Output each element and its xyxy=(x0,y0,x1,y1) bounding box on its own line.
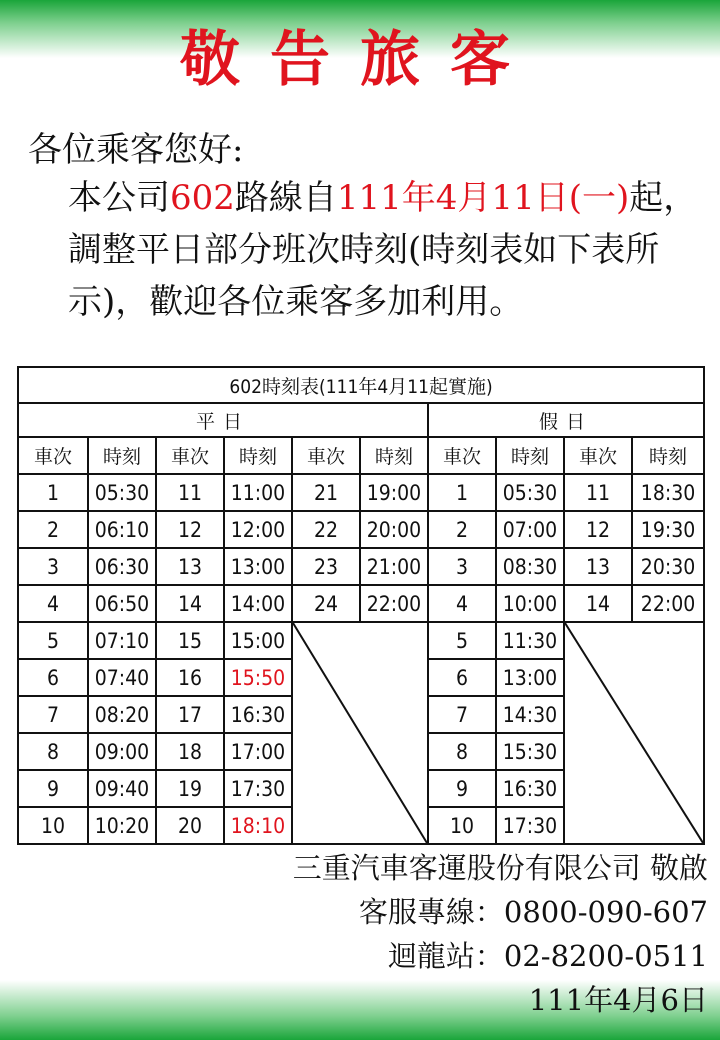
departure-time: 11:30 xyxy=(496,622,564,659)
run-number: 11 xyxy=(564,474,632,511)
departure-time: 14:30 xyxy=(496,696,564,733)
departure-time: 10:20 xyxy=(88,807,156,844)
table-row xyxy=(18,622,704,659)
table-row xyxy=(18,474,704,511)
notice-text-2: 路線自 xyxy=(234,178,337,218)
table-row xyxy=(18,585,704,622)
departure-time: 06:30 xyxy=(88,548,156,585)
run-number: 4 xyxy=(18,585,88,622)
table-row xyxy=(18,511,704,548)
run-number: 24 xyxy=(292,585,360,622)
departure-time: 05:30 xyxy=(88,474,156,511)
departure-time: 20:30 xyxy=(632,548,704,585)
departure-time: 15:50 xyxy=(224,659,292,696)
departure-time: 15:00 xyxy=(224,622,292,659)
run-number: 8 xyxy=(428,733,496,770)
notice-date: 111年4月6日 xyxy=(528,983,708,1017)
run-number: 4 xyxy=(428,585,496,622)
departure-time: 06:50 xyxy=(88,585,156,622)
departure-time: 11:00 xyxy=(224,474,292,511)
departure-time: 08:30 xyxy=(496,548,564,585)
greeting: 各位乘客您好: xyxy=(28,130,244,170)
weekday-col3-empty-cell xyxy=(292,622,428,844)
departure-time: 19:00 xyxy=(360,474,428,511)
departure-time: 17:30 xyxy=(224,770,292,807)
run-number: 12 xyxy=(156,511,224,548)
run-number: 6 xyxy=(428,659,496,696)
company-signature: 三重汽車客運股份有限公司 敬啟 xyxy=(292,851,708,885)
run-number: 7 xyxy=(428,696,496,733)
run-number: 1 xyxy=(428,474,496,511)
run-number: 18 xyxy=(156,733,224,770)
timetable-caption: 602時刻表(111年4月11起實施) xyxy=(18,367,704,403)
run-number: 11 xyxy=(156,474,224,511)
run-number: 22 xyxy=(292,511,360,548)
departure-time: 15:30 xyxy=(496,733,564,770)
notice-title: 敬告旅客 xyxy=(180,25,540,95)
departure-time: 08:20 xyxy=(88,696,156,733)
run-number: 7 xyxy=(18,696,88,733)
run-number: 15 xyxy=(156,622,224,659)
departure-time: 07:10 xyxy=(88,622,156,659)
hotline: 客服專線：0800-090-607 xyxy=(358,895,708,929)
timetable xyxy=(17,366,705,845)
departure-time: 06:10 xyxy=(88,511,156,548)
departure-time: 16:30 xyxy=(496,770,564,807)
run-number: 17 xyxy=(156,696,224,733)
footer xyxy=(293,846,708,1022)
run-number: 6 xyxy=(18,659,88,696)
notice-text-3: 起，調整平日部分班次時刻(時刻表如下表所示)，歡迎各位乘客多加利用。 xyxy=(68,178,698,322)
departure-time: 09:40 xyxy=(88,770,156,807)
col-header-time: 時刻 xyxy=(88,437,156,474)
run-number: 14 xyxy=(156,585,224,622)
station-phone: 迴龍站：02-8200-0511 xyxy=(387,939,708,973)
col-header-run: 車次 xyxy=(428,437,496,474)
departure-time: 14:00 xyxy=(224,585,292,622)
notice-body xyxy=(68,172,698,328)
run-number: 5 xyxy=(18,622,88,659)
departure-time: 09:00 xyxy=(88,733,156,770)
run-number: 5 xyxy=(428,622,496,659)
run-number: 13 xyxy=(156,548,224,585)
run-number: 19 xyxy=(156,770,224,807)
run-number: 21 xyxy=(292,474,360,511)
notice-text-1: 本公司 xyxy=(68,178,170,218)
effective-date: 111年4月11日(一) xyxy=(336,178,630,218)
run-number: 20 xyxy=(156,807,224,844)
run-number: 12 xyxy=(564,511,632,548)
route-number: 602 xyxy=(170,178,235,218)
col-header-time: 時刻 xyxy=(496,437,564,474)
run-number: 3 xyxy=(18,548,88,585)
run-number: 2 xyxy=(428,511,496,548)
run-number: 9 xyxy=(428,770,496,807)
run-number: 23 xyxy=(292,548,360,585)
run-number: 10 xyxy=(428,807,496,844)
departure-time: 19:30 xyxy=(632,511,704,548)
run-number: 16 xyxy=(156,659,224,696)
col-header-run: 車次 xyxy=(156,437,224,474)
col-header-run: 車次 xyxy=(292,437,360,474)
run-number: 10 xyxy=(18,807,88,844)
col-header-time: 時刻 xyxy=(632,437,704,474)
col-header-time: 時刻 xyxy=(360,437,428,474)
departure-time: 07:40 xyxy=(88,659,156,696)
run-number: 2 xyxy=(18,511,88,548)
run-number: 8 xyxy=(18,733,88,770)
departure-time: 10:00 xyxy=(496,585,564,622)
departure-time: 13:00 xyxy=(224,548,292,585)
departure-time: 07:00 xyxy=(496,511,564,548)
departure-time: 12:00 xyxy=(224,511,292,548)
col-header-run: 車次 xyxy=(564,437,632,474)
run-number: 3 xyxy=(428,548,496,585)
departure-time: 13:00 xyxy=(496,659,564,696)
departure-time: 18:10 xyxy=(224,807,292,844)
departure-time: 22:00 xyxy=(360,585,428,622)
holiday-header: 假日 xyxy=(428,403,704,437)
run-number: 13 xyxy=(564,548,632,585)
run-number: 14 xyxy=(564,585,632,622)
departure-time: 20:00 xyxy=(360,511,428,548)
departure-time: 16:30 xyxy=(224,696,292,733)
departure-time: 21:00 xyxy=(360,548,428,585)
departure-time: 18:30 xyxy=(632,474,704,511)
col-header-time: 時刻 xyxy=(224,437,292,474)
holiday-col2-empty-cell xyxy=(564,622,704,844)
run-number: 9 xyxy=(18,770,88,807)
departure-time: 05:30 xyxy=(496,474,564,511)
table-row xyxy=(18,548,704,585)
run-number: 1 xyxy=(18,474,88,511)
col-header-run: 車次 xyxy=(18,437,88,474)
departure-time: 17:00 xyxy=(224,733,292,770)
weekday-header: 平日 xyxy=(18,403,428,437)
departure-time: 22:00 xyxy=(632,585,704,622)
departure-time: 17:30 xyxy=(496,807,564,844)
